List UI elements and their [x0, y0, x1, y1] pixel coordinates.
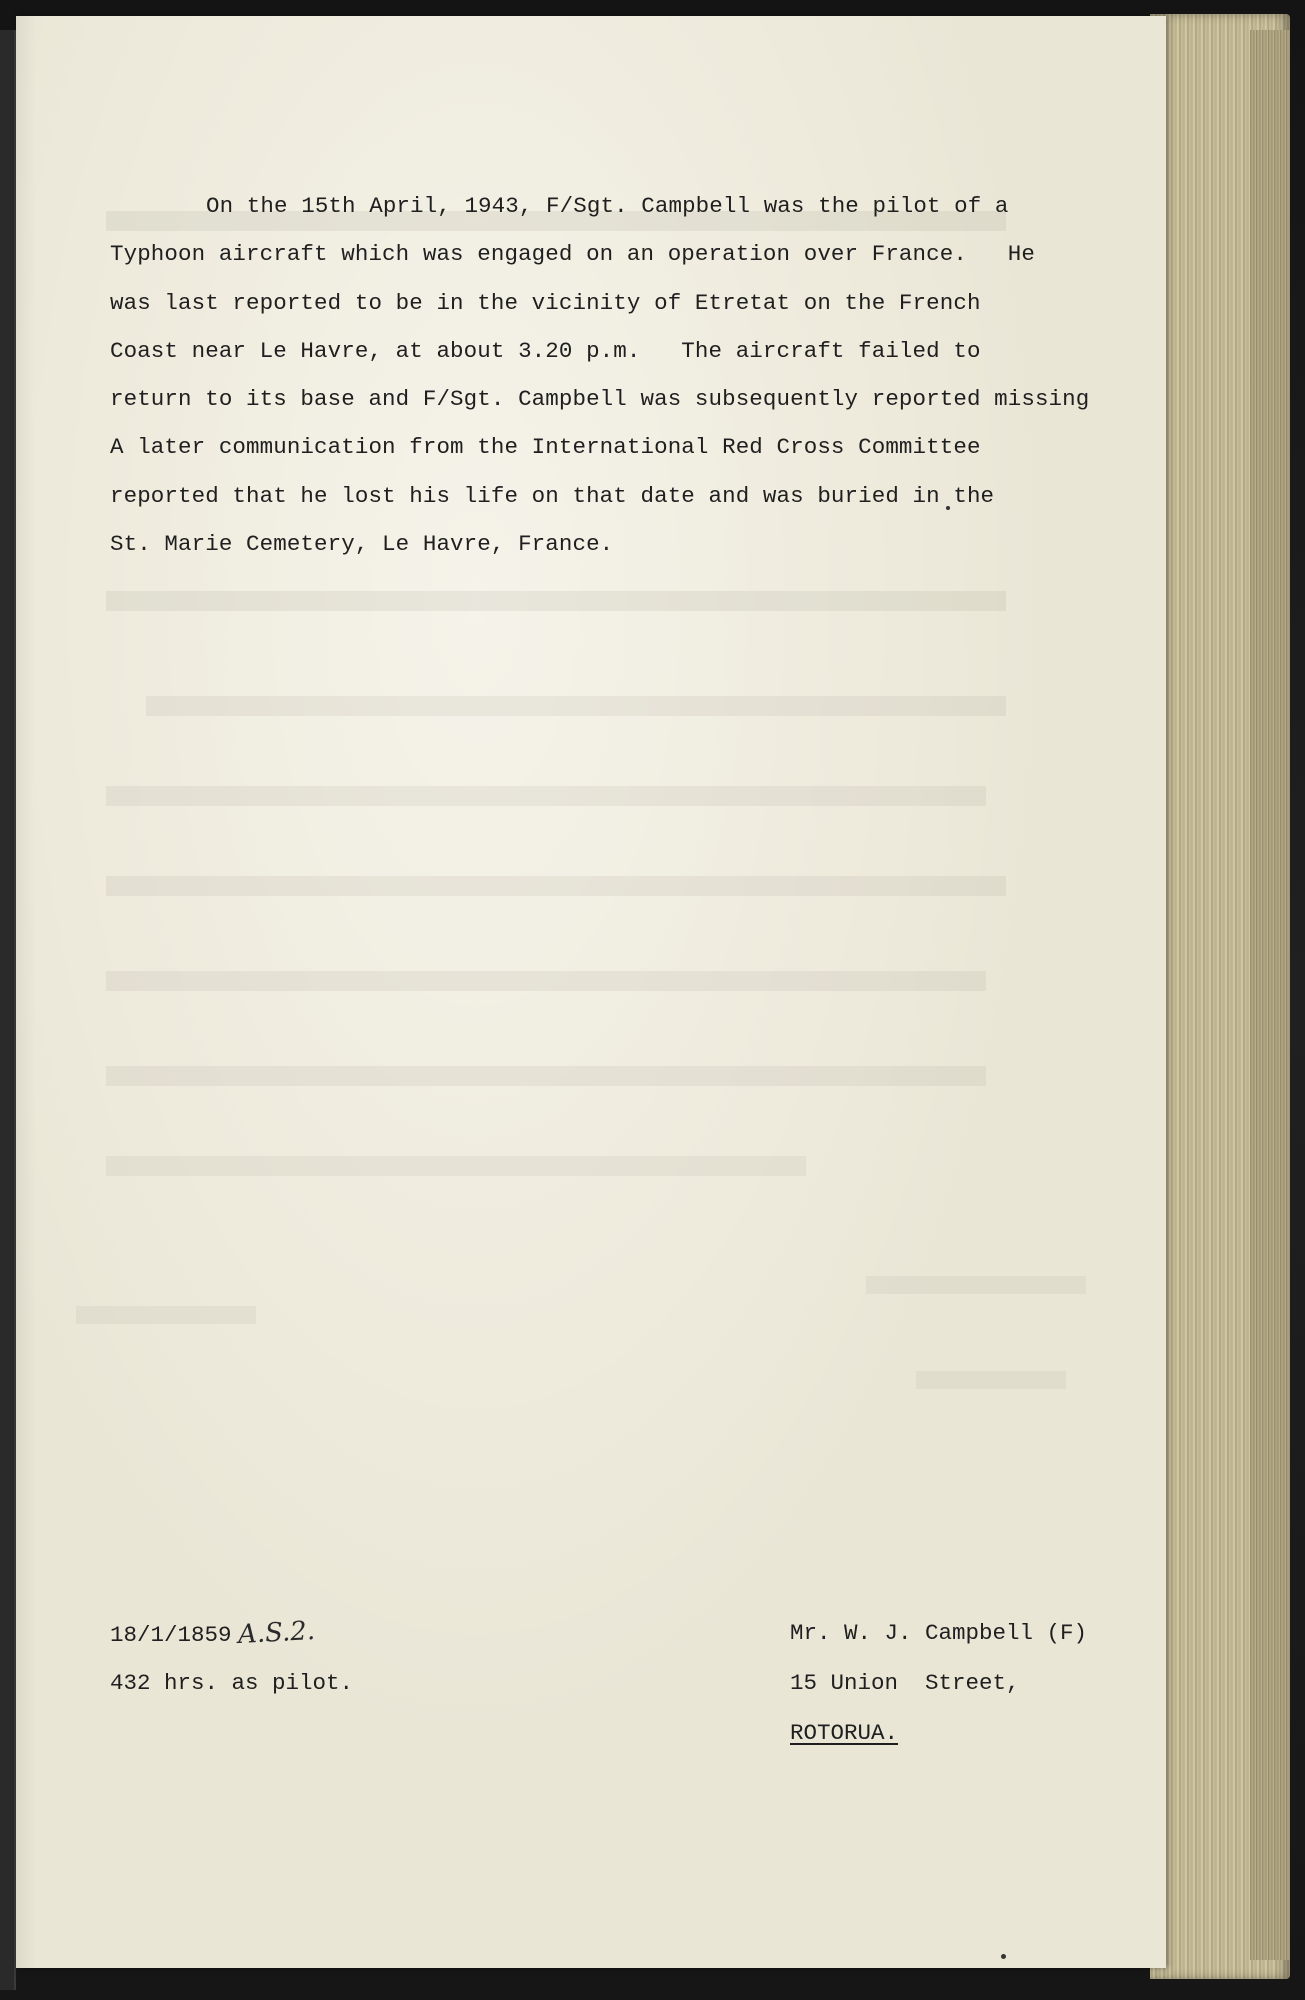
body-paragraph [110, 182, 1170, 568]
paragraph-line: St. Marie Cemetery, Le Havre, France. [110, 531, 614, 558]
show-through-mark [146, 696, 1006, 716]
show-through-mark [866, 1276, 1086, 1294]
addressee-street: 15 Union Street, [790, 1670, 1020, 1696]
paragraph-line: Typhoon aircraft which was engaged on an operation over France. He [110, 241, 1035, 268]
paragraph-line: reported that he lost his life on that date and was buried in the [110, 482, 995, 509]
paragraph-line: A later communication from the International Red Cross Committee [110, 434, 981, 461]
file-number: 18/1/1859 [110, 1622, 232, 1648]
addressee-town: ROTORUA. [790, 1720, 899, 1746]
flight-hours: 432 hrs. as pilot. [110, 1670, 354, 1696]
addressee-name: Mr. W. J. Campbell (F) [790, 1620, 1088, 1646]
paragraph-line: On the 15th April, 1943, F/Sgt. Campbell was the pilot of a [206, 193, 1009, 219]
show-through-mark [916, 1371, 1066, 1389]
show-through-mark [106, 591, 1006, 611]
show-through-mark [106, 786, 986, 806]
ink-speck [1001, 1954, 1006, 1959]
show-through-mark [76, 1306, 256, 1324]
show-through-mark [106, 1156, 806, 1176]
reference-block [110, 1608, 353, 1708]
show-through-mark [106, 971, 986, 991]
addressee-block [790, 1608, 1087, 1758]
paragraph-line: was last reported to be in the vicinity of Etretat on the French [110, 289, 981, 316]
handwritten-note: A.S.2. [236, 1616, 316, 1650]
book-binding [0, 30, 16, 1990]
paragraph-line: Coast near Le Havre, at about 3.20 p.m. The aircraft failed to [110, 337, 981, 364]
show-through-mark [106, 1066, 986, 1086]
show-through-mark [106, 876, 1006, 896]
paragraph-line: return to its base and F/Sgt. Campbell was subsequently reported missing [110, 386, 1090, 413]
file-reference-line [110, 1608, 353, 1658]
book-page-edges-shadow [1250, 30, 1290, 1960]
